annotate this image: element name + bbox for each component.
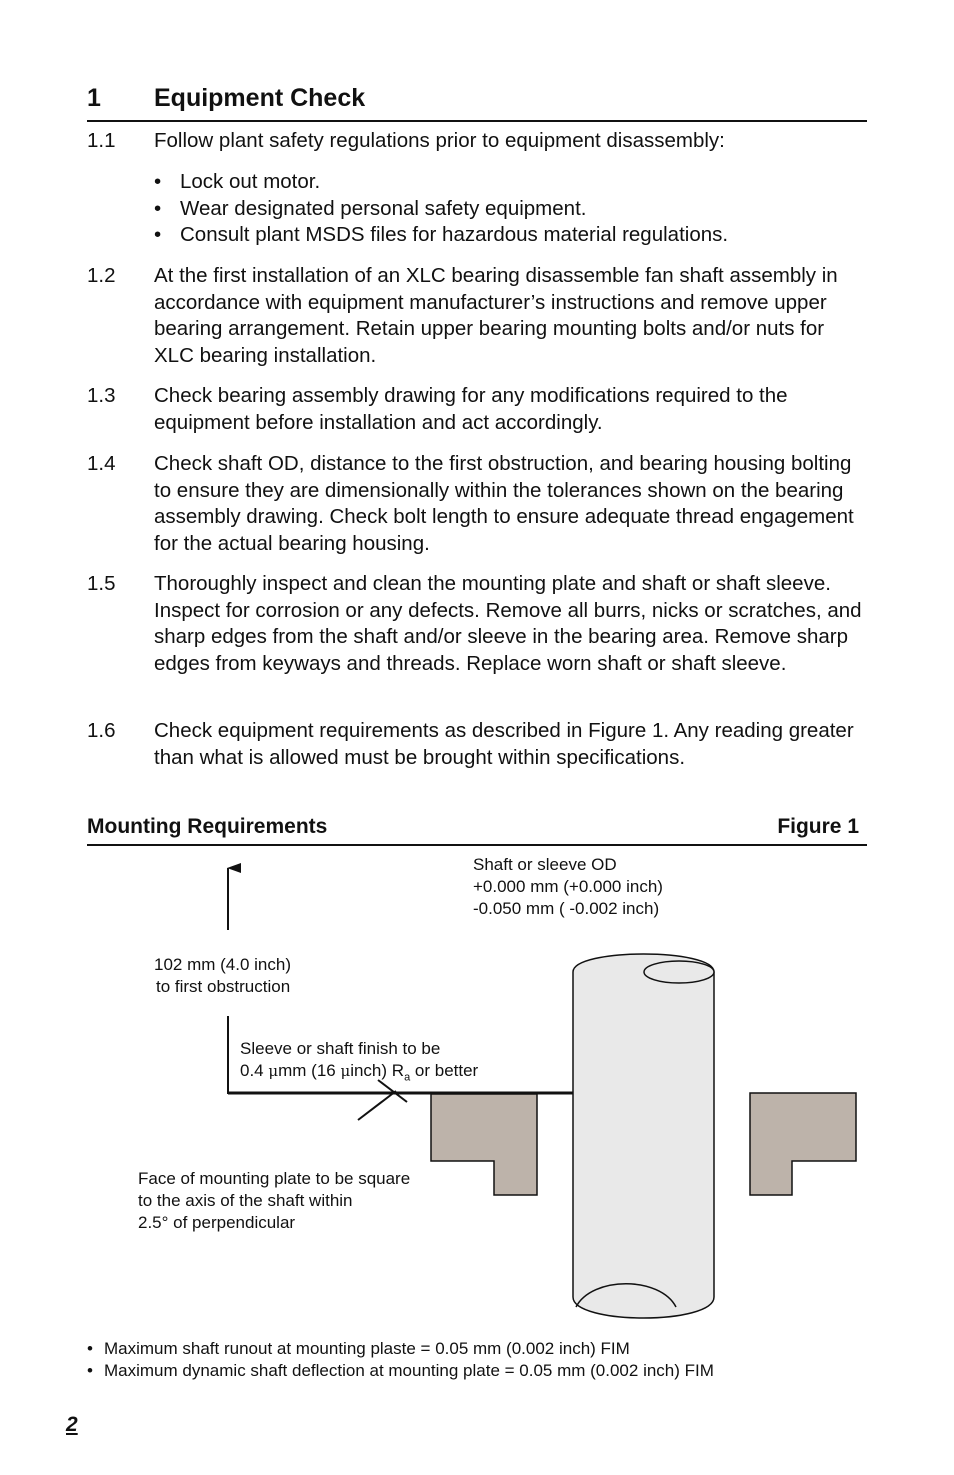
paragraph-number: 1.5	[87, 572, 116, 595]
paragraph-number: 1.4	[87, 452, 116, 475]
list-item: • Lock out motor.	[154, 170, 321, 193]
angle-indicator-line	[358, 1091, 396, 1120]
paragraph-text: Follow plant safety regulations prior to equipment disassembly:	[154, 129, 725, 152]
paragraph-number: 1.2	[87, 264, 116, 287]
paragraph-number: 1.6	[87, 719, 116, 742]
mounting-plate-right	[750, 1093, 856, 1195]
figure-title: Mounting Requirements	[87, 815, 328, 838]
list-item: • Wear designated personal safety equipment.	[154, 196, 587, 220]
figure-label: Figure 1	[777, 815, 859, 838]
paragraph-text: Check shaft OD, distance to the first obstruction, and bearing housing bolting to ensure they are dimensionally within the tolerances shown on the bearing assembly drawing. Check bolt length to ensure adequate thread engagement for the actual bearing housing.	[154, 452, 854, 555]
face-square-label: Face of mounting plate to be square to the axis of the shaft within 2.5° of perpendicular	[138, 1169, 411, 1232]
shaft-od-label: Shaft or sleeve OD +0.000 mm (+0.000 inch) -0.050 mm ( -0.002 inch)	[473, 855, 663, 918]
paragraph-text: Check equipment requirements as described in Figure 1. Any reading greater than what is allowed must be brought within specifications.	[154, 719, 854, 769]
section-number: 1	[87, 84, 101, 112]
shaft	[573, 954, 714, 1318]
list-item: • Consult plant MSDS files for hazardous material regulations.	[154, 223, 729, 246]
mounting-plate-left	[431, 1094, 537, 1195]
shaft-top-cut	[644, 961, 714, 983]
paragraph-number: 1.3	[87, 384, 116, 407]
finish-label: Sleeve or shaft finish to be 0.4 μmm (16 μinch) $R_a$ or better	[240, 1039, 479, 1084]
paragraph-text: At the first installation of an XLC bearing disassemble fan shaft assembly in accordance with equipment manufacturer’s instructions and remove upper bearing arrangement. Retain upper bearing mounting bolts and/or nuts for XLC bearing installation.	[154, 264, 838, 367]
paragraph-text: Thoroughly inspect and clean the mounting plate and shaft or shaft sleeve. Inspect for corrosion or any defects. Remove all burrs, nicks or scratches, and sharp edges from the shaft and/or sleeve in the bearing area. Remove sharp edges from keyways and threads. Replace worn shaft or shaft sleeve.	[154, 572, 862, 675]
page-number: 2	[66, 1413, 78, 1436]
paragraph-text: Check bearing assembly drawing for any modifications required to the equipment before installation and act accordingly.	[154, 384, 788, 434]
paragraph-number: 1.1	[87, 129, 116, 152]
obstruction-label: 102 mm (4.0 inch) to first obstruction	[154, 955, 291, 996]
section-title: Equipment Check	[154, 84, 366, 112]
